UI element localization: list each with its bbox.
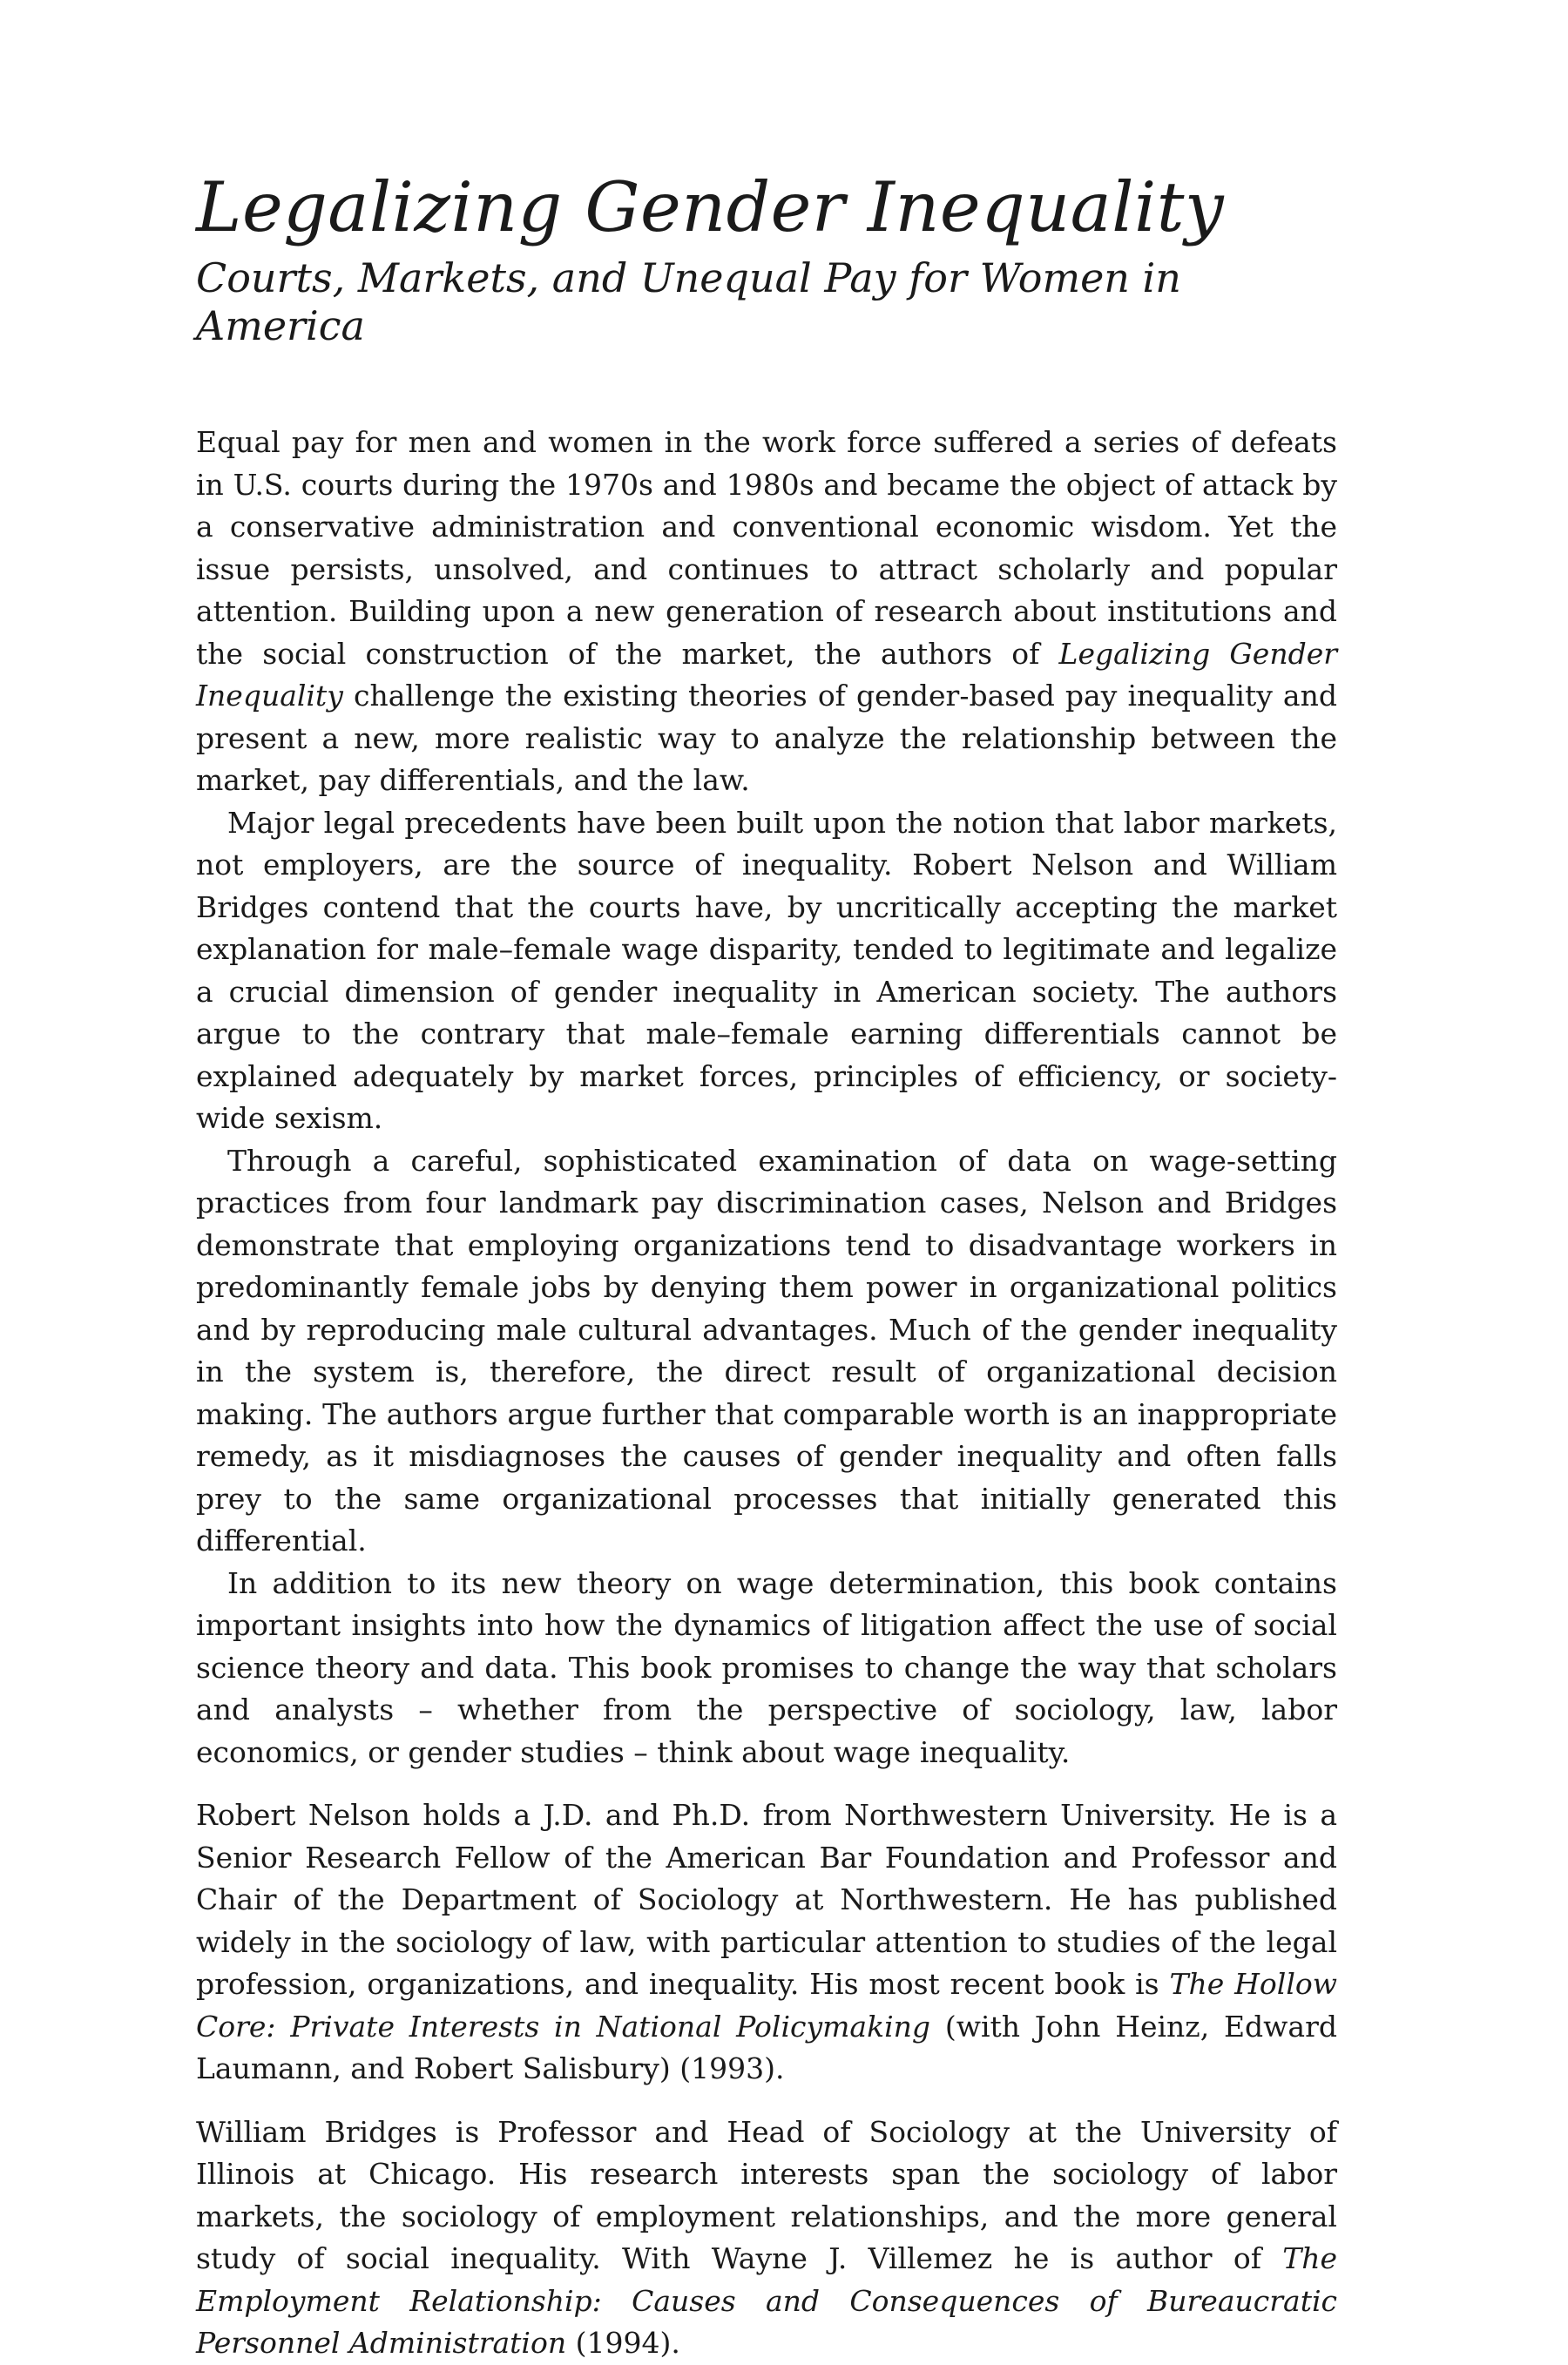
description-paragraph: [196, 1140, 1337, 1563]
text-run: (1994).: [566, 2326, 680, 2361]
italic-title-run: The Hollow Core: Private Interests in National Policymaking: [196, 1967, 1338, 2044]
book-subtitle: Courts, Markets, and Unequal Pay for Women in America: [196, 253, 1181, 350]
book-cover-copy: [196, 167, 1338, 2365]
italic-title-run: The Employment Relationship: Causes and Consequences of Bureaucratic Personnel Administration: [196, 2241, 1337, 2361]
author-bio-bridges: [196, 2112, 1337, 2365]
text-run: Robert Nelson holds a J.D. and Ph.D. from Northwestern University. He is a Senior Research Fellow of the American Bar Foundation and Professor and Chair of the Department of Sociology at Northwestern. He has published widely in the sociology of law, with particular attention to studies of the legal profession, organizations, and inequality. His most recent book is: [196, 1798, 1337, 2002]
text-run: In addition to its new theory on wage determination, this book contains important insights into how the dynamics of litigation affect the use of social science theory and data. This book promises to change the way that scholars and analysts – whether from the perspective of sociology, law, labor economics, or gender studies – think about wage inequality.: [196, 1565, 1337, 1769]
book-title: Legalizing Gender Inequality: [196, 167, 1225, 247]
description-paragraph: [196, 422, 1337, 802]
text-run: Major legal precedents have been built upon the notion that labor markets, not employers, are the source of inequality. Robert Nelson and William Bridges contend that the courts have, by uncritically accepting the market explanation for male–female wage disparity, tended to legitimate and legalize a crucial dimension of gender inequality in American society. The authors argue to the contrary that male–female earning differentials cannot be explained adequately by market forces, principles of efficiency, or society-wide sexism.: [196, 805, 1337, 1136]
author-bio-nelson: [196, 1794, 1337, 2091]
text-run: Equal pay for men and women in the work force suffered a series of defeats in U.S. courts during the 1970s and 1980s and became the object of attack by a conservative administration and conventional economic wisdom. Yet the issue persists, unsolved, and continues to attract scholarly and popular attention. Building upon a new generation of research about institutions and the social construction of the market, the authors of: [196, 425, 1337, 671]
text-run: Through a careful, sophisticated examination of data on wage-setting practices from four landmark pay discrimination cases, Nelson and Bridges demonstrate that employing organizations tend to disadvantage workers in predominantly female jobs by denying them power in organizational politics and by reproducing male cultural advantages. Much of the gender inequality in the system is, therefore, the direct result of organizational decision making. The authors argue further that comparable worth is an inappropriate remedy, as it misdiagnoses the causes of gender inequality and often falls prey to the same organizational processes that initially generated this differential.: [196, 1143, 1337, 1558]
text-run: William Bridges is Professor and Head of Sociology at the University of Illinois at Chicago. His research interests span the sociology of labor markets, the sociology of employment relationships, and the more general study of social inequality. With Wayne J. Villemez he is author of: [196, 2114, 1337, 2276]
text-run: (with John Heinz, Edward Laumann, and Robert Salisbury) (1993).: [196, 2009, 1338, 2086]
description-paragraph: [196, 802, 1337, 1140]
book-description: [196, 422, 1337, 1774]
italic-title-run: Legalizing Gender Inequality: [196, 636, 1337, 713]
text-run: challenge the existing theories of gender-based pay inequality and present a new, more realistic way to analyze the relationship between the market, pay differentials, and the law.: [196, 679, 1337, 798]
description-paragraph: [196, 1563, 1337, 1774]
